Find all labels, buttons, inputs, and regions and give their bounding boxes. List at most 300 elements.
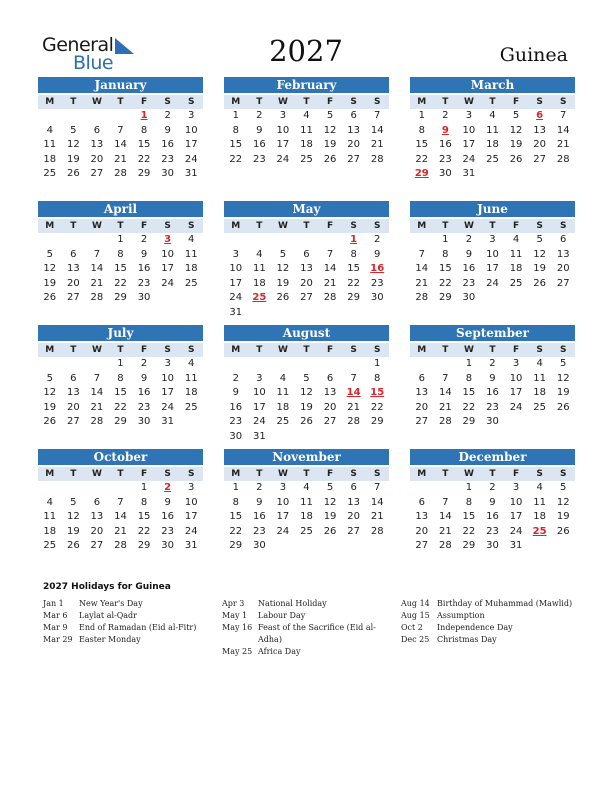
day-cell: 10 — [184, 496, 198, 508]
holiday-column — [222, 598, 397, 658]
day-cell: 12 — [43, 387, 57, 399]
empty-day-cell — [62, 357, 86, 372]
day-cell: 7 — [442, 496, 449, 508]
holiday-date: Mar 29 — [43, 635, 73, 644]
day-cell: 27 — [347, 153, 360, 165]
day-cell: 7 — [93, 248, 101, 260]
weekday-label: T — [117, 469, 124, 479]
day-cell: 28 — [370, 153, 384, 165]
day-cell: 19 — [556, 511, 570, 523]
month-october — [38, 449, 203, 554]
day-cell: 23 — [137, 277, 151, 289]
day-cell: 17 — [161, 387, 174, 399]
day-cell: 20 — [90, 525, 104, 537]
holiday-name: Assumption — [437, 611, 485, 620]
empty-day-cell — [318, 357, 342, 372]
day-cell: 8 — [374, 372, 381, 384]
weekday-label: T — [256, 97, 263, 107]
weekday-header-row — [410, 219, 575, 233]
day-cell: 17 — [252, 401, 266, 413]
day-cell: 1 — [232, 482, 239, 493]
day-cell: 24 — [486, 277, 499, 289]
weekday-label: M — [231, 221, 241, 231]
day-grid — [410, 481, 575, 554]
day-cell: 30 — [462, 292, 476, 304]
day-cell: 22 — [415, 153, 429, 165]
day-cell: 11 — [509, 248, 523, 260]
weekday-label: M — [417, 469, 427, 479]
day-cell: 5 — [512, 110, 520, 121]
day-cell: 30 — [486, 540, 499, 552]
month-name: August — [224, 325, 389, 341]
day-cell: 15 — [438, 263, 452, 275]
weekday-label: M — [231, 97, 241, 107]
holiday-day-cell: 25 — [532, 525, 547, 537]
holiday-day-cell: 14 — [346, 387, 361, 399]
weekday-label: W — [91, 97, 102, 107]
weekday-label: S — [350, 469, 357, 479]
day-cell: 1 — [117, 234, 124, 245]
day-cell: 20 — [415, 525, 429, 537]
day-cell: 10 — [462, 124, 476, 136]
day-cell: 26 — [66, 540, 80, 552]
day-cell: 6 — [70, 372, 77, 384]
day-cell: 29 — [370, 416, 384, 428]
day-cell: 24 — [462, 153, 476, 165]
day-cell: 17 — [229, 277, 243, 289]
day-cell: 13 — [533, 124, 546, 136]
weekday-label: S — [373, 469, 381, 479]
day-cell: 18 — [300, 511, 313, 523]
day-cell: 4 — [489, 110, 496, 121]
day-cell: 30 — [438, 168, 452, 180]
day-cell: 27 — [533, 153, 546, 165]
day-cell: 9 — [489, 496, 496, 508]
day-cell: 27 — [90, 540, 104, 552]
empty-day-cell — [38, 233, 62, 248]
day-cell: 25 — [509, 277, 523, 289]
month-name: December — [410, 449, 575, 465]
day-cell: 11 — [300, 496, 313, 508]
day-cell: 12 — [533, 248, 546, 260]
weekday-header-row — [224, 343, 389, 357]
day-cell: 18 — [533, 511, 546, 523]
weekday-label: S — [373, 221, 381, 231]
weekday-label: S — [536, 469, 543, 479]
weekday-label: T — [256, 469, 263, 479]
day-cell: 29 — [462, 416, 476, 428]
day-cell: 20 — [347, 511, 360, 523]
day-grid — [224, 233, 389, 321]
day-cell: 19 — [323, 139, 337, 151]
holiday-day-cell: 2 — [164, 482, 172, 493]
day-cell: 25 — [486, 153, 499, 165]
day-cell: 17 — [462, 139, 476, 151]
logo-word-blue: Blue — [73, 52, 114, 74]
day-cell: 29 — [229, 540, 243, 552]
day-cell: 26 — [509, 153, 523, 165]
holiday-date: Mar 6 — [43, 611, 68, 620]
day-cell: 18 — [533, 387, 546, 399]
day-cell: 26 — [43, 416, 57, 428]
weekday-label: W — [463, 97, 474, 107]
day-cell: 12 — [556, 372, 570, 384]
day-cell: 28 — [114, 540, 127, 552]
day-cell: 24 — [184, 153, 198, 165]
day-cell: 28 — [415, 292, 429, 304]
day-cell: 3 — [512, 358, 520, 369]
month-name: July — [38, 325, 203, 341]
day-cell: 15 — [137, 511, 151, 523]
day-cell: 27 — [323, 416, 337, 428]
weekday-label: W — [463, 345, 474, 355]
day-cell: 13 — [66, 263, 80, 275]
weekday-label: F — [140, 221, 148, 231]
empty-day-cell — [38, 357, 62, 372]
day-cell: 29 — [114, 292, 127, 304]
day-cell: 20 — [90, 153, 104, 165]
weekday-header-row — [410, 467, 575, 481]
empty-day-cell — [271, 233, 295, 248]
day-cell: 11 — [276, 387, 290, 399]
day-cell: 30 — [137, 416, 151, 428]
day-cell: 8 — [140, 124, 148, 136]
weekday-label: W — [277, 469, 288, 479]
day-cell: 9 — [164, 496, 171, 508]
day-cell: 24 — [252, 416, 266, 428]
weekday-label: W — [277, 345, 288, 355]
day-cell: 22 — [462, 525, 476, 537]
day-cell: 24 — [509, 401, 523, 413]
weekday-label: T — [70, 221, 77, 231]
day-cell: 4 — [303, 482, 310, 493]
day-cell: 18 — [43, 525, 57, 537]
month-july — [38, 325, 203, 430]
day-cell: 7 — [117, 124, 124, 136]
day-cell: 25 — [533, 401, 546, 413]
weekday-label: T — [442, 345, 449, 355]
holiday-item — [401, 622, 576, 634]
empty-day-cell — [434, 481, 458, 496]
holiday-date: Mar 9 — [43, 623, 68, 632]
day-grid — [410, 109, 575, 182]
weekday-label: S — [559, 345, 567, 355]
holiday-day-cell: 1 — [140, 110, 148, 121]
day-cell: 11 — [300, 124, 313, 136]
weekday-label: S — [536, 97, 543, 107]
day-cell: 28 — [347, 416, 360, 428]
day-cell: 10 — [486, 248, 499, 260]
weekday-label: F — [326, 469, 334, 479]
day-cell: 23 — [370, 277, 384, 289]
day-cell: 26 — [323, 153, 337, 165]
weekday-label: F — [326, 97, 334, 107]
day-cell: 22 — [462, 401, 476, 413]
day-cell: 2 — [374, 234, 381, 245]
day-cell: 16 — [438, 139, 452, 151]
day-cell: 28 — [438, 416, 452, 428]
day-cell: 23 — [252, 153, 266, 165]
day-cell: 17 — [486, 263, 499, 275]
day-cell: 26 — [300, 416, 313, 428]
day-cell: 2 — [442, 110, 449, 121]
day-grid — [38, 109, 203, 182]
day-cell: 9 — [374, 248, 381, 260]
day-cell: 8 — [117, 372, 124, 384]
weekday-label: S — [350, 221, 357, 231]
day-cell: 10 — [184, 124, 198, 136]
empty-day-cell — [38, 481, 62, 496]
day-cell: 22 — [438, 277, 452, 289]
holiday-item — [401, 598, 576, 610]
empty-day-cell — [410, 233, 434, 248]
day-cell: 2 — [164, 110, 171, 121]
day-cell: 17 — [276, 139, 290, 151]
day-cell: 16 — [462, 263, 476, 275]
day-cell: 2 — [489, 358, 496, 369]
weekday-label: W — [91, 221, 102, 231]
day-cell: 24 — [276, 525, 290, 537]
empty-day-cell — [109, 109, 133, 124]
weekday-label: M — [45, 221, 55, 231]
day-cell: 6 — [93, 496, 101, 508]
day-cell: 31 — [462, 168, 476, 180]
day-cell: 26 — [556, 401, 570, 413]
weekday-label: F — [140, 345, 148, 355]
day-cell: 4 — [188, 358, 195, 369]
empty-day-cell — [434, 357, 458, 372]
day-cell: 26 — [66, 168, 80, 180]
day-cell: 22 — [229, 153, 243, 165]
day-cell: 3 — [279, 482, 287, 493]
day-cell: 22 — [347, 277, 360, 289]
day-cell: 19 — [66, 525, 80, 537]
day-cell: 29 — [137, 540, 151, 552]
day-cell: 5 — [560, 358, 567, 369]
weekday-label: T — [256, 221, 263, 231]
day-cell: 19 — [323, 511, 337, 523]
holiday-date: Aug 14 — [401, 599, 430, 608]
day-cell: 18 — [486, 139, 499, 151]
day-cell: 8 — [418, 124, 425, 136]
day-cell: 29 — [438, 292, 452, 304]
holiday-date: Dec 25 — [401, 635, 430, 644]
weekday-label: T — [442, 221, 449, 231]
day-cell: 21 — [370, 139, 384, 151]
day-cell: 5 — [46, 372, 53, 384]
day-cell: 30 — [229, 430, 243, 442]
day-cell: 17 — [509, 387, 523, 399]
holiday-item — [43, 610, 218, 622]
day-cell: 2 — [256, 110, 263, 121]
holiday-day-cell: 3 — [164, 234, 172, 245]
weekday-label: S — [536, 221, 543, 231]
day-cell: 13 — [90, 139, 104, 151]
day-grid — [410, 233, 575, 306]
weekday-label: M — [231, 469, 241, 479]
holiday-name: Birthday of Muhammad (Mawlid) — [437, 599, 573, 608]
holiday-date: May 25 — [222, 647, 253, 656]
day-cell: 6 — [70, 248, 77, 260]
day-cell: 30 — [486, 416, 499, 428]
day-cell: 30 — [161, 540, 174, 552]
day-cell: 23 — [486, 525, 499, 537]
empty-day-cell — [85, 233, 109, 248]
weekday-label: T — [256, 345, 263, 355]
day-cell: 15 — [137, 139, 151, 151]
day-cell: 14 — [415, 263, 429, 275]
day-cell: 16 — [161, 511, 174, 523]
day-cell: 29 — [137, 168, 151, 180]
day-cell: 16 — [229, 401, 243, 413]
weekday-label: W — [277, 97, 288, 107]
holiday-name: Laylat al-Qadr — [79, 611, 137, 620]
day-cell: 24 — [161, 277, 174, 289]
holiday-day-cell: 1 — [350, 234, 358, 245]
weekday-header-row — [410, 95, 575, 109]
day-cell: 7 — [326, 248, 334, 260]
day-cell: 3 — [256, 372, 263, 384]
day-cell: 27 — [66, 416, 80, 428]
month-name: February — [224, 77, 389, 93]
day-cell: 2 — [489, 482, 496, 493]
holiday-item — [43, 598, 218, 610]
weekday-label: T — [489, 221, 496, 231]
month-june — [410, 201, 575, 306]
holiday-column — [401, 598, 576, 646]
country-name: Guinea — [499, 44, 568, 66]
day-cell: 18 — [43, 153, 57, 165]
day-cell: 19 — [509, 139, 523, 151]
day-cell: 5 — [70, 496, 77, 508]
empty-day-cell — [38, 109, 62, 124]
day-cell: 26 — [43, 292, 57, 304]
holiday-day-cell: 9 — [441, 124, 449, 136]
day-cell: 10 — [509, 496, 523, 508]
day-cell: 31 — [229, 306, 243, 318]
day-cell: 15 — [462, 511, 476, 523]
day-cell: 3 — [489, 234, 496, 245]
day-cell: 3 — [164, 358, 171, 369]
day-cell: 14 — [370, 496, 384, 508]
weekday-label: S — [187, 97, 195, 107]
day-cell: 22 — [370, 401, 384, 413]
weekday-label: S — [559, 97, 567, 107]
weekday-label: W — [463, 469, 474, 479]
day-cell: 12 — [43, 263, 57, 275]
day-cell: 30 — [252, 540, 266, 552]
weekday-label: F — [140, 97, 148, 107]
day-cell: 9 — [140, 372, 148, 384]
day-cell: 13 — [556, 248, 570, 260]
weekday-label: F — [512, 469, 520, 479]
day-cell: 9 — [256, 496, 263, 508]
weekday-label: T — [117, 345, 124, 355]
day-cell: 23 — [229, 416, 243, 428]
day-cell: 26 — [556, 525, 570, 537]
day-cell: 21 — [114, 525, 127, 537]
day-cell: 14 — [114, 139, 127, 151]
day-cell: 22 — [137, 525, 151, 537]
day-grid — [38, 233, 203, 306]
day-cell: 5 — [46, 248, 53, 260]
day-cell: 18 — [300, 139, 313, 151]
month-march — [410, 77, 575, 182]
weekday-label: T — [70, 97, 77, 107]
day-cell: 1 — [465, 482, 473, 493]
empty-day-cell — [342, 357, 366, 372]
day-cell: 24 — [184, 525, 198, 537]
weekday-label: S — [164, 221, 171, 231]
holiday-column — [43, 598, 218, 646]
holiday-name: Africa Day — [258, 647, 301, 656]
day-cell: 27 — [415, 540, 429, 552]
day-cell: 31 — [252, 430, 266, 442]
holiday-item — [401, 610, 576, 622]
day-cell: 4 — [46, 496, 53, 508]
day-cell: 19 — [300, 401, 313, 413]
day-cell: 14 — [370, 124, 384, 136]
day-cell: 11 — [533, 372, 546, 384]
day-cell: 4 — [536, 482, 543, 493]
day-cell: 9 — [465, 248, 473, 260]
day-cell: 8 — [232, 124, 239, 136]
weekday-label: M — [231, 345, 241, 355]
month-september — [410, 325, 575, 430]
day-cell: 23 — [486, 401, 499, 413]
day-cell: 27 — [300, 292, 313, 304]
weekday-label: F — [326, 221, 334, 231]
day-cell: 14 — [90, 387, 104, 399]
day-cell: 11 — [252, 263, 266, 275]
day-cell: 14 — [438, 511, 452, 523]
day-cell: 19 — [43, 277, 57, 289]
day-cell: 21 — [323, 277, 337, 289]
day-cell: 10 — [252, 387, 266, 399]
weekday-label: S — [350, 345, 357, 355]
day-cell: 27 — [415, 416, 429, 428]
day-cell: 23 — [252, 525, 266, 537]
day-cell: 28 — [323, 292, 337, 304]
day-cell: 20 — [347, 139, 360, 151]
empty-day-cell — [318, 233, 342, 248]
day-cell: 11 — [533, 496, 546, 508]
empty-day-cell — [295, 357, 319, 372]
day-cell: 1 — [117, 358, 124, 369]
day-cell: 20 — [533, 139, 546, 151]
day-cell: 2 — [465, 234, 473, 245]
day-cell: 19 — [533, 263, 546, 275]
holiday-name: National Holiday — [258, 599, 327, 608]
day-cell: 6 — [418, 372, 425, 384]
day-cell: 16 — [137, 263, 151, 275]
month-april — [38, 201, 203, 306]
day-cell: 13 — [347, 124, 360, 136]
day-cell: 31 — [161, 416, 174, 428]
day-cell: 31 — [184, 168, 198, 180]
day-cell: 27 — [90, 168, 104, 180]
day-cell: 1 — [374, 358, 381, 369]
weekday-label: F — [326, 345, 334, 355]
weekday-label: T — [489, 345, 496, 355]
weekday-label: M — [45, 345, 55, 355]
day-cell: 28 — [556, 153, 570, 165]
day-cell: 24 — [276, 153, 290, 165]
day-cell: 7 — [117, 496, 124, 508]
day-cell: 26 — [276, 292, 290, 304]
day-cell: 22 — [114, 277, 127, 289]
day-cell: 28 — [114, 168, 127, 180]
